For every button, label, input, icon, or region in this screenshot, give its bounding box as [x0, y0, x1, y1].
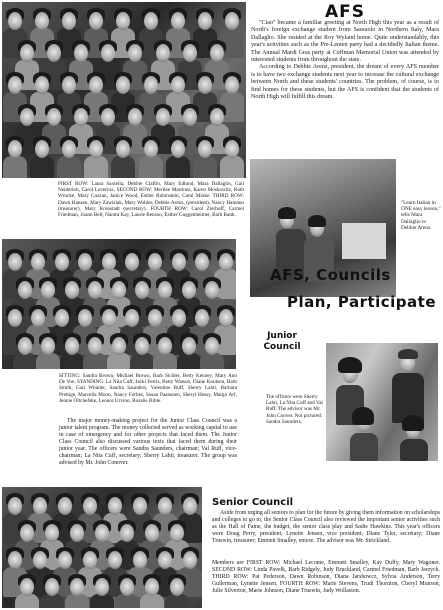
person-face — [120, 578, 134, 596]
person-face — [219, 309, 233, 327]
person-face — [8, 551, 22, 569]
person-body — [60, 353, 84, 369]
person-face — [170, 524, 184, 542]
person-body — [36, 353, 60, 369]
person-face — [102, 253, 116, 271]
person-face — [171, 12, 185, 30]
junior-council-photo — [2, 239, 236, 369]
person-face — [171, 76, 185, 94]
person-face — [112, 281, 126, 299]
person-face — [225, 12, 239, 30]
afs-paragraph-1: "Ciao" became a familiar greeting at North High this year as a result of North's foreign exchange student from Sassuolo in Northern Italy, Mara Dallaglio. She resided at the Roy Wyland home. Quite understandably, this year's activities such as the Pre-Lenten party had a decidedly Italian theme. The Annual Mardi Gras party at Coffman Memorial Union was attended by interested students from throughout the state. — [251, 20, 439, 64]
page-title-line-2: Plan, Participate — [287, 293, 437, 311]
person-body — [90, 594, 114, 608]
person-face — [47, 44, 61, 62]
person-body — [139, 156, 163, 178]
person-face — [35, 140, 49, 158]
person-body — [130, 353, 154, 369]
person-face — [210, 44, 224, 62]
person-body — [193, 156, 217, 178]
afs-paragraph-2: According to Debbie Arenz, president, the dream of every AFS member is to have two exchange students next year to increase the cultural exchange between North and these students' countries. The problem, of course, is to find homes for these students, but the AFS is confident that the students of North High will fulfill this dream. — [251, 64, 439, 101]
person-face — [18, 281, 32, 299]
person-body — [115, 594, 139, 608]
person-face — [182, 337, 196, 355]
person-face — [156, 108, 170, 126]
person-body — [3, 156, 27, 178]
person-body — [84, 156, 108, 178]
person-face — [83, 551, 97, 569]
person-face — [55, 309, 69, 327]
person-face — [18, 337, 32, 355]
person-face — [144, 12, 158, 30]
senior-council-photo — [2, 487, 202, 608]
junior-council-heading: Junior Council — [263, 331, 301, 352]
person-face — [183, 44, 197, 62]
person-face — [133, 551, 147, 569]
person-face — [225, 76, 239, 94]
person-face — [45, 524, 59, 542]
junior-sitting-caption: SITTING: Sandra Brown, Michael Brown, Barb Sichler, Betty Kenney, Mary Ann De Voe, STANDING: La Nita Cuff, Jacki Ferris, Betty Watson, Diane Knutson, Barb Smith, Gail Winkler, Sandra Saunders, Valentine Ruff, Sherry Lahti, Barbara Prettige, Marcella Moon, Nancy Forbes, Susan Paananen, Sheryl Hessy, Margo Arf, Jennie Oltchefske, Leonor Urvino, Rosalie Bible. — [59, 373, 237, 404]
person-face — [145, 524, 159, 542]
person-face — [8, 253, 22, 271]
person-face — [47, 108, 61, 126]
person-face — [133, 497, 147, 515]
person-body — [140, 594, 164, 608]
person-face — [144, 76, 158, 94]
person-face — [8, 12, 22, 30]
person-face — [183, 551, 197, 569]
person-face — [8, 76, 22, 94]
person-face — [158, 551, 172, 569]
person-face — [183, 108, 197, 126]
person-face — [108, 551, 122, 569]
person-face — [70, 578, 84, 596]
person-face — [95, 524, 109, 542]
afs-group-photo — [2, 2, 246, 178]
afs-heading: AFS — [325, 2, 366, 22]
junior-officers-photo — [326, 343, 438, 461]
person-face — [135, 337, 149, 355]
person-face — [170, 578, 184, 596]
person-face — [20, 108, 34, 126]
person-body — [177, 353, 201, 369]
person-face — [171, 140, 185, 158]
person-face — [95, 578, 109, 596]
person-face — [20, 44, 34, 62]
person-face — [70, 524, 84, 542]
person-face — [58, 497, 72, 515]
person-body — [111, 156, 135, 178]
person-face — [65, 337, 79, 355]
person-face — [145, 578, 159, 596]
person-face — [55, 253, 69, 271]
person-face — [65, 281, 79, 299]
person-face — [33, 551, 47, 569]
person-face — [8, 140, 22, 158]
person-face — [125, 253, 139, 271]
person-face — [183, 497, 197, 515]
person-body — [57, 156, 81, 178]
person-body — [107, 353, 131, 369]
person-face — [225, 140, 239, 158]
person-face — [20, 524, 34, 542]
person-body — [40, 594, 64, 608]
person-face — [45, 578, 59, 596]
person-face — [20, 578, 34, 596]
person-face — [120, 524, 134, 542]
person-body — [153, 353, 177, 369]
person-face — [33, 497, 47, 515]
person-face — [198, 76, 212, 94]
person-face — [198, 140, 212, 158]
person-face — [112, 337, 126, 355]
person-face — [58, 551, 72, 569]
person-body — [30, 156, 54, 178]
person-face — [102, 309, 116, 327]
page-number: 32 — [3, 598, 14, 607]
person-face — [83, 497, 97, 515]
person-face — [144, 140, 158, 158]
person-body — [200, 353, 224, 369]
person-face — [172, 253, 186, 271]
person-face — [8, 309, 22, 327]
person-body — [83, 353, 107, 369]
person-body — [13, 353, 37, 369]
person-face — [219, 253, 233, 271]
person-face — [182, 281, 196, 299]
person-body — [65, 594, 89, 608]
person-face — [156, 44, 170, 62]
person-body — [166, 156, 190, 178]
person-face — [35, 76, 49, 94]
person-face — [108, 497, 122, 515]
person-face — [198, 12, 212, 30]
person-face — [210, 108, 224, 126]
junior-officers-caption: The officers were Sherry Lahti, La Nita Cuff and Val Ruff. The advisor was Mr. John Conver. Not pictured: Sandra Saunders. — [266, 394, 323, 425]
afs-body-text — [251, 20, 439, 101]
person-face — [8, 497, 22, 515]
senior-council-heading: Senior Council — [212, 497, 294, 508]
afs-caption: FIRST ROW: Laura Saxtella, Debbie Claflin, Mary Edlund, Mara Dallaglio, Gail Neiderlob, Carol Leveriux; SECOND ROW: Merilee Martinez, Karen Moskowitz, Ruth Wrucke, Mary Cuzzan, Janice Wood, Esther Rubinstein, Carol Mioke. THIRD ROW: Dawn Hansen, Mary Zawislak, Mary Wohler, Debbie Arenz, (president), Nancy Hamann (treasurer), Mary Kronstadt (secretary). FOURTH ROW: Carol Zierhoff, Carmel Friedman, Joann Bell, Naomi Kay, Laurie Benson, Esther Guggenheimer, Barb Bank. — [58, 181, 244, 219]
learn-italian-caption: "Learn Italian in ONE easy lesson," tells Mara Dallaglio to Debbie Arenz. — [401, 200, 441, 231]
person-body — [220, 156, 244, 178]
person-body — [15, 594, 39, 608]
senior-members-caption: Members are FIRST ROW: Michael Lecome, Emmett Smalley, Kay Duffy, Mary Wagoner. SECOND ROW: Linda Pavelk, Barb Ridgely, Judy Bruckland, Cartnel Friedman, Barb Jarzyck. THIRD ROW: Pat Pederson, Dawn Robinson, Diana Jarshowcz, Sylvia Anderson, Terry Gullerman, Lynette Jensen. FOURTH ROW: Marie Stevens, Trudi Thornton, Cheryl Munson, Julie Silverton, Marie Johnson, Diane Truswin, Judy Wollaston. — [212, 560, 440, 594]
page-title-line-1: AFS, Councils — [270, 266, 391, 284]
person-face — [35, 12, 49, 30]
person-face — [158, 497, 172, 515]
senior-body-text: Aside from urging all seniors to plan for the future by giving them information on scholarships and colleges to go to, the Senior Class Council also reviewed the important senior activities such as the Hall of Fame, the budget, the senior class play and Sadie Hawkins. This year's officers were Doug Perry, president; Lynette Jensen, vice president; Diane Tyler, secretary; Diane Truswin, treasurer; Emmett Smalley, emcee. The advisor was Mr. Strickland. — [212, 510, 440, 544]
person-face — [172, 309, 186, 327]
person-body — [165, 594, 189, 608]
person-face — [135, 281, 149, 299]
person-face — [125, 309, 139, 327]
junior-body-text: The major money-making project for the Junior Class Council was a junior talent program. The money collected served as working capital to use in case of emergency and for other projects that faced them. The Junior Class Council also discussed various texts that faced them during their junior year. The officers were Sandra Saunders, chairman; Val Ruff, vice-chairman; La Nita Cuff, secretary; Sherry Lahti, treasurer. The group was advised by Mr. John Conover. — [59, 418, 237, 466]
